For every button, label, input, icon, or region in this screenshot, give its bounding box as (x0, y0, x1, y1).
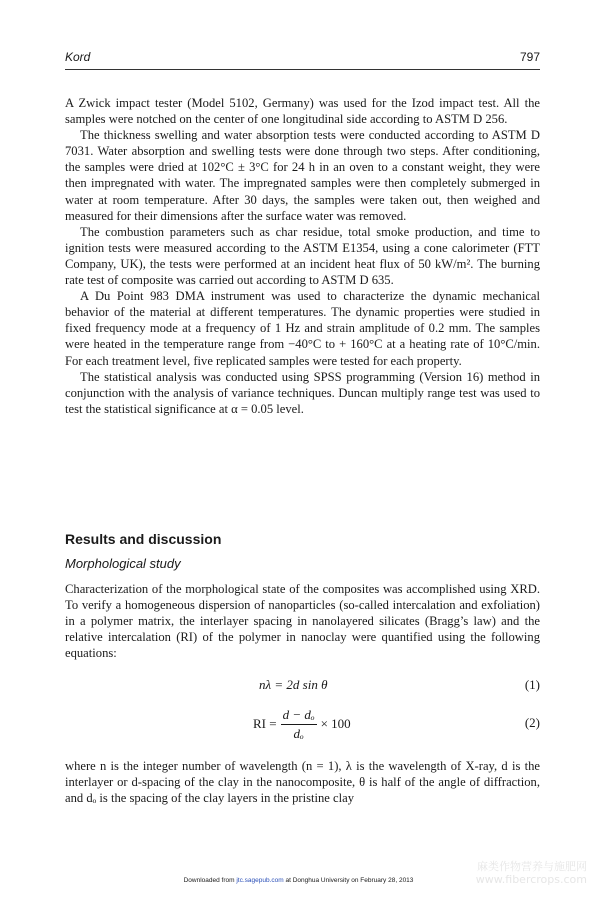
equation-2-rhs: × 100 (320, 716, 351, 731)
watermark-line-2: www.fibercrops.com (475, 873, 587, 886)
footer-prefix: Downloaded from (183, 877, 235, 884)
paragraph-izod: A Zwick impact tester (Model 5102, Germany) was used for the Izod impact test. All the samples were notched on the center of one longitudinal side according to ASTM D 256. (65, 96, 540, 127)
equation-2-formula (253, 702, 351, 746)
watermark-line-1: 麻类作物营养与施肥网 (477, 860, 587, 873)
paragraph-water-absorption: The thickness swelling and water absorption tests were conducted according to ASTM D 7031. Water absorption and swelling tests were done through two steps. After conditioning, the samples were dried at 102°C ± 3°C for 24 h in an oven to a constant weight, they were then impregnated with water. The impregnated samples were then completely submerged in water at room temperature. After 30 days, the samples were taken out, then weighed and measured for their dimensions after the surface water was removed. (65, 128, 540, 223)
paragraph-statistics: The statistical analysis was conducted using SPSS programming (Version 16) method in conjunction with the analysis of variance techniques. Duncan multiply range test was used to test the statistical significance at α = 0.05 level. (65, 369, 540, 416)
header-rule (65, 69, 540, 70)
methods-text (65, 95, 540, 417)
running-header (65, 50, 540, 64)
footer-suffix: at Donghua University on February 28, 2013 (285, 877, 414, 884)
footer-link[interactable]: jtc.sagepub.com (236, 877, 284, 884)
paragraph-dma: A Du Point 983 DMA instrument was used to characterize the dynamic mechanical behavior of the material at different temperatures. The dynamic properties were studied in fixed frequency mode at a frequency of 1 Hz and strain amplitude of 0.2 mm. The samples were heated in the temperature range from −40°C to + 160°C at a heating rate of 10°C/min. For each treatment level, five replicated samples were tested for each property. (65, 289, 540, 368)
equation-2-number: (2) (524, 715, 540, 730)
section-heading: Results and discussion (65, 531, 222, 547)
page-number: 797 (519, 50, 540, 64)
equation-2-denominator: dₒ (293, 725, 304, 741)
equation-2-lhs: RI = (253, 716, 277, 731)
equation-2 (65, 702, 540, 746)
paragraph-morphology: Characterization of the morphological state of the composites was accomplished using XRD. To verify a homogeneous dispersion of nanoparticles (so-called intercalation and exfoliation) in a polymer matrix, the interlayer spacing in nanolayered silicates (Bragg’s law) and the relative intercalation (RI) of the polymer in nanoclay were quantified using the following equations: (65, 582, 540, 661)
running-header-author: Kord (65, 50, 91, 64)
equation-1-formula: nλ = 2d sin θ (259, 677, 328, 692)
paragraph-where: where n is the integer number of wavelength (n = 1), λ is the wavelength of X-ray, d is the interlayer or d-spacing of the clay in the nanocomposite, θ is half of the angle of diffraction, and dₒ is the spacing of the clay layers in the pristine clay (65, 759, 540, 806)
equation-2-fraction (281, 707, 317, 742)
paragraph-combustion: The combustion parameters such as char residue, total smoke production, and time to ignition tests were measured according to the ASTM E1354, using a cone calorimeter (FTT Company, UK), the tests were performed at an incident heat flux of 50 kW/m². The burning rate test of composite was carried out according to ASTM D 635. (65, 224, 540, 288)
subsection-heading: Morphological study (65, 556, 181, 571)
equation-2-numerator: d − dₒ (282, 706, 315, 722)
equation-1 (65, 677, 540, 695)
watermark (476, 860, 587, 886)
equation-1-number: (1) (524, 677, 540, 692)
